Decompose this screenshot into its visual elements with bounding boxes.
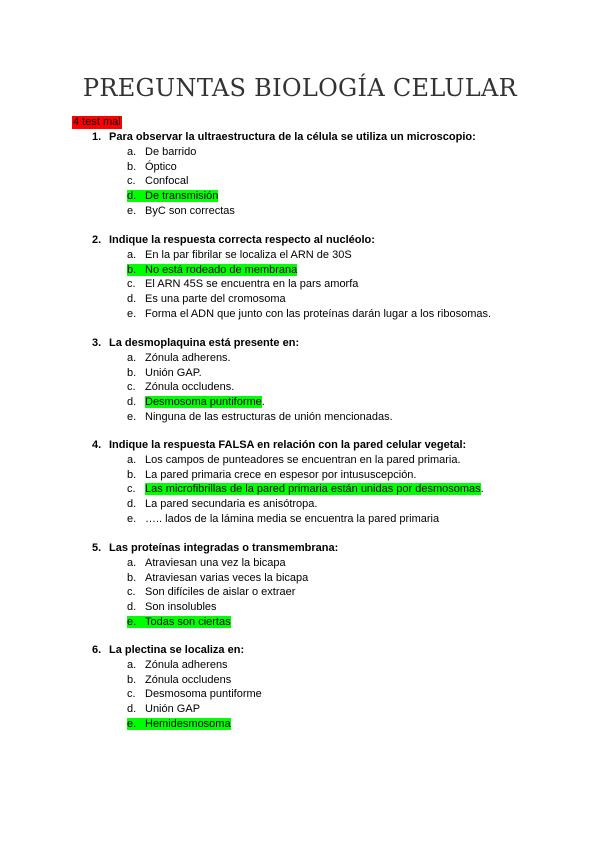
option-text: Atraviesan varias veces la bicapa (145, 571, 309, 584)
answer-option (92, 410, 572, 425)
answer-option (92, 395, 572, 410)
answer-option (92, 292, 572, 307)
question-heading (92, 233, 572, 248)
answer-option (92, 380, 572, 395)
answer-option (92, 307, 572, 322)
question-text: La desmoplaquina está presente en: (109, 337, 300, 349)
answer-highlight (127, 718, 231, 730)
answer-highlight (127, 190, 218, 202)
question-number: 4. (92, 439, 102, 451)
option-text: Óptico (145, 160, 177, 173)
question-heading (92, 643, 572, 658)
option-text: Zónula occludens. (145, 381, 235, 394)
option-letter: c. (127, 483, 136, 496)
option-text: Es una parte del cromosoma (145, 293, 286, 306)
question-text: Las proteínas integradas o transmembrana: (109, 542, 339, 554)
question-text: La plectina se localiza en: (109, 644, 245, 656)
answer-highlight (127, 616, 231, 628)
option-text: Atraviesan una vez la bicapa (145, 557, 286, 569)
answer-option (92, 263, 572, 278)
answer-option (92, 277, 572, 292)
option-text: Zónula adherens (145, 659, 228, 671)
answer-option (92, 366, 572, 381)
option-letter: a. (127, 146, 137, 158)
option-text: El ARN 45S se encuentra en la pars amorfa (145, 278, 359, 291)
option-text: Unión GAP (145, 703, 201, 716)
option-text: La pared primaria crece en espesor por intususcepción. (145, 468, 417, 481)
option-letter: a. (127, 249, 137, 261)
answer-highlight (127, 264, 297, 276)
answer-option (92, 717, 572, 732)
question-3 (92, 336, 572, 424)
option-text: ByC son correctas (145, 204, 235, 217)
question-heading (92, 130, 572, 145)
answer-option (92, 248, 572, 263)
question-2 (92, 233, 572, 321)
answer-option (92, 145, 572, 160)
option-letter: e. (127, 410, 137, 423)
option-letter: d. (127, 601, 137, 614)
question-heading (92, 438, 572, 453)
answer-highlight (145, 483, 481, 495)
answer-option (92, 497, 572, 512)
option-letter: c. (127, 175, 136, 188)
option-text: En la par fibrilar se localiza el ARN de 30S (145, 249, 352, 261)
answer-option (92, 351, 572, 366)
answer-option (92, 673, 572, 688)
option-text: Unión GAP. (145, 366, 202, 379)
question-text: Indique la respuesta FALSA en relación con la pared celular vegetal: (109, 439, 467, 451)
answer-option (92, 512, 572, 527)
answer-option (92, 468, 572, 483)
option-letter: b. (127, 673, 137, 686)
option-text: Las microfibrillas de la pared primaria están unidas por desmosomas (145, 483, 481, 496)
option-letter: e. (127, 615, 137, 628)
option-letter: a. (127, 454, 137, 466)
answer-option (92, 482, 572, 497)
option-text: De barrido (145, 146, 197, 158)
question-number: 6. (92, 644, 102, 656)
option-text: Son insolubles (145, 601, 217, 614)
option-text: Los campos de punteadores se encuentran en la pared primaria. (145, 454, 461, 466)
answer-option (92, 615, 572, 630)
option-letter: b. (127, 366, 137, 379)
question-number: 2. (92, 234, 102, 246)
question-4 (92, 438, 572, 526)
option-text: Zónula adherens. (145, 352, 231, 364)
option-letter: a. (127, 352, 137, 364)
option-text: Zónula occludens (145, 673, 232, 686)
answer-option (92, 160, 572, 175)
option-text: ….. lados de la lámina media se encuentra la pared primaria (145, 512, 440, 525)
option-letter: b. (127, 468, 137, 481)
answer-option (92, 600, 572, 615)
option-text: Confocal (145, 175, 189, 188)
question-5 (92, 541, 572, 629)
option-letter: c. (127, 688, 136, 701)
option-letter: c. (127, 278, 136, 291)
option-text: Desmosoma puntiforme (145, 688, 262, 701)
option-letter: b. (127, 160, 137, 173)
option-text: Forma el ADN que junto con las proteínas darán lugar a los ribosomas. (145, 307, 492, 320)
option-text: La pared secundaria es anisótropa. (145, 498, 318, 511)
question-text: Para observar la ultraestructura de la célula se utiliza un microscopio: (109, 131, 476, 143)
option-letter: d. (127, 396, 137, 409)
option-text: Todas son ciertas (145, 615, 231, 628)
option-text: De transmisión (145, 190, 219, 203)
answer-option (92, 174, 572, 189)
option-letter: e. (127, 717, 137, 730)
option-letter: d. (127, 498, 137, 511)
question-heading (92, 541, 572, 556)
question-text: Indique la respuesta correcta respecto al nucléolo: (109, 234, 375, 246)
answer-option (92, 687, 572, 702)
question-1 (92, 130, 572, 218)
page-title: PREGUNTAS BIOLOGÍA CELULAR (82, 74, 518, 102)
answer-option (92, 658, 572, 673)
option-letter: d. (127, 190, 137, 203)
answer-option (92, 585, 572, 600)
option-letter: c. (127, 381, 136, 394)
question-heading (92, 336, 572, 351)
option-text: Ninguna de las estructuras de unión mencionadas. (145, 410, 393, 423)
option-letter: a. (127, 557, 137, 569)
answer-option (92, 204, 572, 219)
option-text: Desmosoma puntiforme (145, 396, 262, 409)
option-letter: e. (127, 204, 137, 217)
option-letter: e. (127, 307, 137, 320)
option-letter: b. (127, 263, 137, 276)
option-suffix: . (261, 396, 265, 409)
answer-option (92, 571, 572, 586)
question-number: 5. (92, 542, 102, 554)
option-text: No está rodeado de membrana (145, 263, 298, 276)
status-tag: 4 test mal (73, 116, 121, 128)
answer-option (92, 702, 572, 717)
option-suffix: . (480, 483, 484, 496)
option-text: Son difíciles de aislar o extraer (145, 586, 296, 599)
option-text: Hemidesmosoma (145, 717, 231, 730)
question-number: 3. (92, 337, 102, 349)
option-letter: b. (127, 571, 137, 584)
option-letter: e. (127, 512, 137, 525)
answer-option (92, 189, 572, 204)
option-letter: c. (127, 586, 136, 599)
question-number: 1. (92, 131, 102, 143)
answer-option (92, 453, 572, 468)
answer-option (92, 556, 572, 571)
option-letter: d. (127, 293, 137, 306)
option-letter: d. (127, 703, 137, 716)
question-6 (92, 643, 572, 731)
option-letter: a. (127, 659, 137, 671)
answer-highlight (145, 396, 262, 408)
